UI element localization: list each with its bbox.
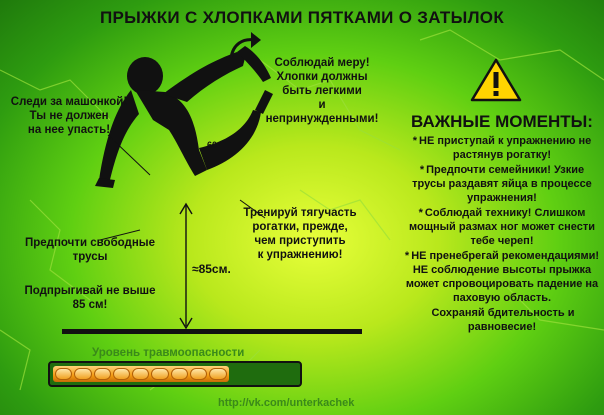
injury-meter-fill [53,366,229,382]
note-line: чем приступить [254,235,346,247]
tip-bullet: * [412,135,417,147]
note-line: трусы [72,251,108,263]
tip-bullet: * [418,207,423,219]
note-line: и непринужденными! [265,99,379,125]
angle-label: 60° [207,140,221,150]
tip-text: Соблюдай технику! Слишком мощный размах ног может снести тебе череп! [409,207,595,247]
note-line: Ты не должен [29,110,109,122]
injury-meter-label: Уровень травмоопасности [92,347,245,359]
tip-text: Сохраняй бдительность и равновесие! [431,307,575,333]
note-line: Подпрыгивай не выше [24,285,156,297]
tip-item [404,206,600,248]
tip-text: НЕ приступай к упражнению не растянув рогатку! [419,135,592,161]
note-line: Хлопки должны [276,71,368,83]
meter-segment [190,368,207,380]
warning-triangle-icon [470,58,522,102]
note-line: Тренируй тягучасть [243,207,357,219]
note-line: быть легкими [282,85,362,97]
note-stretch [230,206,370,262]
ground-line [62,329,362,334]
note-measure [262,56,382,126]
meter-segment [132,368,149,380]
note-line: рогатки, прежде, [252,221,348,233]
note-line: на нее упасть! [27,124,111,136]
note-line: 85 см! [72,299,108,311]
important-points-title: ВАЖНЫЕ МОМЕНТЫ: [411,112,593,131]
tip-bullet: * [404,250,410,262]
source-url: http://vk.com/unterkachek [218,397,355,409]
meter-segment [74,368,91,380]
meter-segment [151,368,168,380]
meter-segment [209,368,226,380]
note-height-limit [20,284,160,312]
note-underwear [20,236,160,264]
note-line: к упражнению! [257,249,343,261]
meter-segment [171,368,188,380]
note-line: Следи за машонкой! [10,96,128,108]
tip-item [404,306,600,334]
note-careful [4,95,134,137]
tip-text: НЕ пренебрегай рекомендациями! НЕ соблюдение высоты прыжка может спровоцировать падение на паховую область. [405,250,600,304]
page-title: ПРЫЖКИ С ХЛОПКАМИ ПЯТКАМИ О ЗАТЫЛОК [99,8,504,27]
tip-bullet: * [419,164,425,176]
height-label: ≈85см. [192,262,231,276]
tip-text: Предпочти семейники! Узкие трусы раздавят яйца в процессе упражнения! [412,164,592,204]
injury-meter [48,361,302,387]
meter-segment [94,368,111,380]
meter-segment [55,368,72,380]
tip-item [404,163,600,205]
note-line: Соблюдай меру! [274,57,370,69]
tip-item [404,249,600,305]
tips-list [404,134,600,335]
note-line: Предпочти свободные [24,237,156,249]
meter-segment [113,368,130,380]
tip-item [404,134,600,162]
